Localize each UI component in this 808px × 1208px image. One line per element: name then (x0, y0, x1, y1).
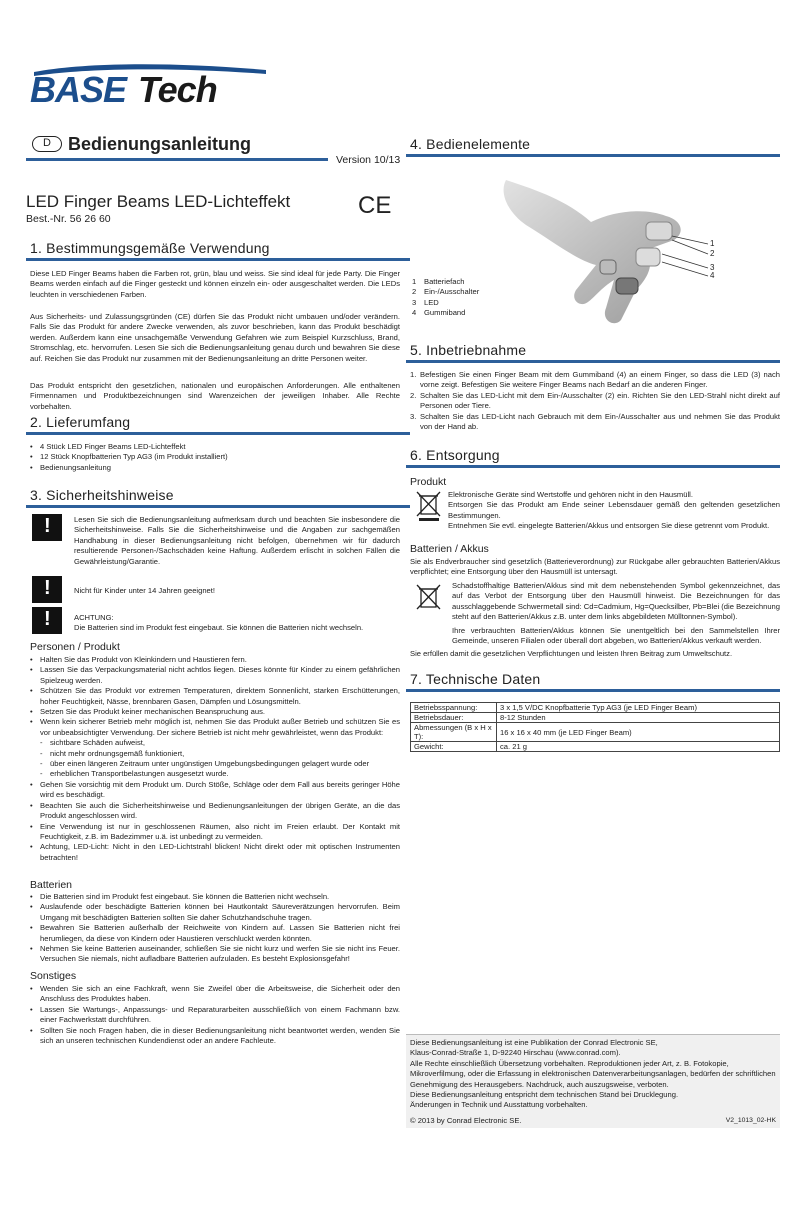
step-item: 3. Schalten Sie das LED-Licht nach Gebrauch mit dem Ein-/Ausschalter aus und nehmen Sie das Produkt von der Hand ab. (410, 411, 780, 432)
batt-text-3: Ihre verbrauchten Batterien/Akkus können Sie unentgeltlich bei den Sammelstellen Ihrer Gemeinde, unseren Filialen oder überall dort abgeben, wo Batterien/Akkus verkauft werden. (452, 626, 780, 646)
table-row: Abmessungen (B x H x T): 16 x 16 x 40 mm (je LED Finger Beam) (411, 723, 780, 742)
product-title: LED Finger Beams LED-Lichteffekt (26, 192, 291, 211)
batterien-heading: Batterien (30, 879, 73, 891)
component-legend (412, 277, 479, 319)
betrieb-sublist (40, 738, 400, 780)
crossed-bin-icon (416, 490, 442, 522)
warning-text-1: Lesen Sie sich die Bedienungsanleitung aufmerksam durch und beachten Sie insbesondere die Sicherheitshinweise. Falls Sie die Sicherheitshinweise und die Angaben zur sachgemäßen Handhabung in dieser Bedienungsanleitung nicht befolgen, übernehmen wir für dadurch resultierende Personen-/Sachschäden keine Haftung. Außerdem erlischt in solchen Fällen die Gewährleistung/Garantie. (74, 515, 400, 566)
list-item: • Bedienungsanleitung (30, 463, 400, 473)
list-item: • Bewahren Sie Batterien außerhalb der Reichweite von Kindern auf. Lassen Sie Batterien nicht frei herumliegen, da diese von Kindern oder Haustieren verschluckt werden könnten. (30, 923, 400, 944)
ce-mark: CE (358, 192, 392, 219)
table-row: Betriebsspannung: 3 x 1,5 V/DC Knopfbatterie Typ AG3 (je LED Finger Beam) (411, 703, 780, 713)
language-badge: D (32, 136, 62, 152)
imprint-text: Diese Bedienungsanleitung ist eine Publikation der Conrad Electronic SE, Klaus-Conrad-Straße 1, D-92240 Hirschau (www.conrad.com). Alle Rechte einschließlich Übersetzung vorbehalten. Reproduktionen jeder Art, z. B. Fotokopie, Mikroverfilmung, oder die Erfassung in elektronischen Datenverarbeitungsanlagen, bedürfen der schriftlichen Genehmigung des Herausgebers. Nachdruck, auch auszugsweise, verboten. Diese Bedienungsanleitung entspricht dem technischen Stand bei Drucklegung. Änderungen in Technik und Ausstattung vorbehalten. (410, 1038, 776, 1110)
warning-text-3: Die Batterien sind im Produkt fest eingebaut. Sie können die Batterien nicht wechseln. (74, 623, 364, 632)
section-1-rule (26, 258, 410, 261)
imprint-box (406, 1034, 780, 1128)
page-title: Bedienungsanleitung (68, 134, 252, 154)
produkt-text: Elektronische Geräte sind Wertstoffe und gehören nicht in den Hausmüll. Entsorgen Sie das Produkt am Ende seiner Lebensdauer gemäß den geltenden gesetzlichen Bestimmungen. Entnehmen Sie evtl. eingelegte Batterien/Akkus und entsorgen Sie diese getrennt vom Produkt. (448, 490, 780, 531)
svg-text:Tech: Tech (138, 69, 217, 110)
section-1-para-1: Diese LED Finger Beams haben die Farben rot, grün, blau und weiss. Sie sind ideal für jede Party. Die Finger Beams werden einfach auf die Finger gesteckt und können einzeln ein- oder ausgeschaltet werden. Die LEDs leuchten in verschiedenen Farben. (30, 269, 400, 299)
basetech-logo (26, 60, 336, 110)
delivery-list (30, 442, 400, 473)
batt-text-4: Sie erfüllen damit die gesetzlichen Verpflichtungen und leisten Ihren Beitrag zum Umweltschutz. (410, 649, 733, 658)
batterien-akkus-heading: Batterien / Akkus (410, 543, 489, 555)
document-code: V2_1013_02-HK (725, 1117, 776, 1124)
section-1-para-2: Aus Sicherheits- und Zulassungsgründen (CE) dürfen Sie das Produkt nicht umbauen und/oder verändern. Falls Sie das Produkt für andere Zwecke verwenden, als zuvor beschrieben, kann das Produkt beschädigt werden. Außerdem kann eine unsachgemäße Verwendung Gefahren wie zum Beispiel Kurzschluss, Brand, Stromschlag, etc. hervorrufen. Lesen Sie sich die Bedienungsanleitung genau durch und bewahren Sie diese auf. Reichen Sie das Produkt nur zusammen mit der Bedienungsanleitung an dritte Personen weiter. (30, 312, 400, 363)
list-item: • 12 Stück Knopfbatterien Typ AG3 (im Produkt installiert) (30, 452, 400, 462)
section-4-heading: 4. Bedienelemente (410, 136, 531, 152)
section-3-heading: 3. Sicherheitshinweise (30, 487, 174, 503)
setup-steps (410, 370, 780, 432)
warning-text-2: Nicht für Kinder unter 14 Jahren geeignet! (74, 586, 215, 595)
list-item: • Beachten Sie auch die Sicherheitshinweise und Bedienungsanleitungen der übrigen Geräte, an die das Produkt angeschlossen wird. (30, 801, 400, 822)
list-item: • Setzen Sie das Produkt keiner mechanischen Beanspruchung aus. (30, 707, 400, 717)
section-4-rule (406, 154, 780, 157)
legend-item: 4 Gummiband (412, 308, 466, 318)
title-block (26, 132, 410, 172)
list-item: • Lassen Sie Wartungs-, Anpassungs- und Reparaturarbeiten ausschließlich von einem Fachmann bzw. einer Fachwerkstatt durchführen. (30, 1005, 400, 1026)
section-1-heading: 1. Bestimmungsgemäße Verwendung (30, 240, 270, 256)
list-item: • Lassen Sie das Verpackungsmaterial nicht achtlos liegen. Dieses könnte für Kinder zu einem gefährlichen Spielzeug werden. (30, 665, 400, 686)
list-item: • Nehmen Sie keine Batterien auseinander, schließen Sie sie nicht kurz und werfen Sie sie nicht ins Feuer. Versuchen Sie niemals, nicht aufladbare Batterien aufzuladen. Es besteht Explosionsgefahr! (30, 944, 400, 965)
batt-text-1: Sie als Endverbraucher sind gesetzlich (Batterieverordnung) zur Rückgabe aller gebrauchten Batterien/Akkus verpflichtet; eine Entsorgung über den Hausmüll ist untersagt. (410, 557, 780, 577)
step-item: 2. Schalten Sie das LED-Licht mit dem Ein-/Ausschalter (2) ein. Richten Sie den LED-Strahl nicht direkt auf Personen oder Tiere. (410, 390, 780, 411)
sonstiges-heading: Sonstiges (30, 970, 77, 982)
order-number: Best.-Nr. 56 26 60 (26, 213, 111, 225)
list-item: • 4 Stück LED Finger Beams LED-Lichteffekt (30, 442, 400, 452)
legend-item: 1 Batteriefach (412, 277, 465, 286)
callout-1: 1 (710, 239, 715, 248)
legend-item: 2 Ein-/Ausschalter (412, 287, 480, 297)
list-item: • Gehen Sie vorsichtig mit dem Produkt um. Durch Stöße, Schläge oder dem Fall aus bereits geringer Höhe wird es beschädigt. (30, 780, 400, 801)
betrieb-text: Wenn kein sicherer Betrieb mehr möglich ist, nehmen Sie das Produkt außer Betrieb und schützen Sie es vor unbeabsichtigter Verwendung. Der sichere Betrieb ist nicht mehr gewährleistet, wenn das Produkt: (40, 717, 400, 737)
step-item: 1. Befestigen Sie einen Finger Beam mit dem Gummiband (4) an einem Finger, so dass die LED (3) nach vorne zeigt. Befestigen Sie weitere Finger Beams nach Bedarf an die anderen Finger. (410, 370, 780, 390)
batterien-list (30, 892, 400, 965)
battery-bin-icon (416, 583, 442, 615)
section-6-rule (406, 465, 780, 468)
section-7-heading: 7. Technische Daten (410, 671, 541, 687)
copyright: © 2013 by Conrad Electronic SE. (410, 1116, 522, 1125)
sonstiges-list (30, 984, 400, 1046)
section-3-rule (26, 505, 410, 508)
list-item: • Schützen Sie das Produkt vor extremen Temperaturen, direktem Sonnenlicht, starken Erschütterungen, hoher Feuchtigkeit, Nässe, brennbaren Gasen, Dämpfen und Lösungsmitteln. (30, 686, 400, 707)
title-rule (26, 158, 328, 161)
list-item: • Sollten Sie noch Fragen haben, die in dieser Bedienungsanleitung nicht beantwortet werden, wenden Sie sich an unseren technischen Kundendienst oder an andere Fachleute. (30, 1026, 400, 1047)
section-2-rule (26, 432, 410, 435)
callout-3: 3 (710, 263, 715, 272)
warning-icon (32, 514, 62, 541)
warning-icon (32, 576, 62, 603)
svg-text:BASE: BASE (30, 69, 127, 110)
section-5-rule (406, 360, 780, 363)
sub-list-item: - erheblichen Transportbelastungen ausgesetzt wurde. (40, 769, 400, 779)
table-row: Betriebsdauer: 8-12 Stunden (411, 713, 780, 723)
section-6-heading: 6. Entsorgung (410, 447, 500, 463)
sub-list-item: - sichtbare Schäden aufweist, (40, 738, 400, 748)
section-1-para-3: Das Produkt entspricht den gesetzlichen, nationalen und europäischen Anforderungen. Alle enthaltenen Firmennamen und Produktbezeichnungen sind Warenzeichen der jeweiligen Inhaber. Alle Rechte vorbehalten. (30, 381, 400, 411)
warning-icon (32, 607, 62, 634)
sub-list-item: - über einen längeren Zeitraum unter ungünstigen Umgebungsbedingungen gelagert wurde oder (40, 759, 400, 769)
list-item: • Wenden Sie sich an eine Fachkraft, wenn Sie Zweifel über die Arbeitsweise, die Sicherheit oder den Anschluss des Produktes haben. (30, 984, 400, 1005)
section-7-rule (406, 689, 780, 692)
list-item (30, 717, 400, 779)
list-item: • Auslaufende oder beschädigte Batterien können bei Hautkontakt Säureverätzungen hervorrufen. Beim Umgang mit beschädigten Batterien sollten Sie daher Schutzhandschuhe tragen. (30, 902, 400, 923)
callout-4: 4 (710, 271, 715, 280)
callout-2: 2 (710, 249, 715, 258)
personen-list (30, 655, 400, 863)
produkt-heading: Produkt (410, 476, 447, 488)
personen-heading: Personen / Produkt (30, 641, 120, 653)
product-illustration (496, 170, 726, 330)
batt-text-2: Schadstoffhaltige Batterien/Akkus sind mit dem nebenstehenden Symbol gekennzeichnet, das auf das Verbot der Entsorgung über den Hausmüll hinweist. Die Bezeichnungen für das ausschlaggebende Schwermetall sind: Cd=Cadmium, Hg=Quecksilber, Pb=Blei (die Bezeichnung steht auf den Batterien/Akkus z.B. unter dem links abgebildeten Mülltonnen-Symbol). (452, 581, 780, 622)
tech-data-table (410, 702, 780, 752)
list-item: • Halten Sie das Produkt von Kleinkindern und Haustieren fern. (30, 655, 400, 665)
warning-text-3-label: ACHTUNG: (74, 613, 114, 622)
version-label: Version 10/13 (336, 154, 401, 166)
section-5-heading: 5. Inbetriebnahme (410, 342, 527, 358)
list-item: • Die Batterien sind im Produkt fest eingebaut. Sie können die Batterien nicht wechseln. (30, 892, 400, 902)
sub-list-item: - nicht mehr ordnungsgemäß funktioniert, (40, 749, 400, 759)
legend-item: 3 LED (412, 297, 439, 307)
section-2-heading: 2. Lieferumfang (30, 414, 131, 430)
table-row: Gewicht: ca. 21 g (411, 742, 780, 752)
list-item: • Achtung, LED-Licht: Nicht in den LED-Lichtstrahl blicken! Nicht direkt oder mit optischen Instrumenten betrachten! (30, 842, 400, 863)
list-item: • Eine Verwendung ist nur in geschlossenen Räumen, also nicht im Freien erlaubt. Der Kontakt mit Feuchtigkeit, z.B. im Badezimmer u.ä. ist unbedingt zu vermeiden. (30, 822, 400, 843)
